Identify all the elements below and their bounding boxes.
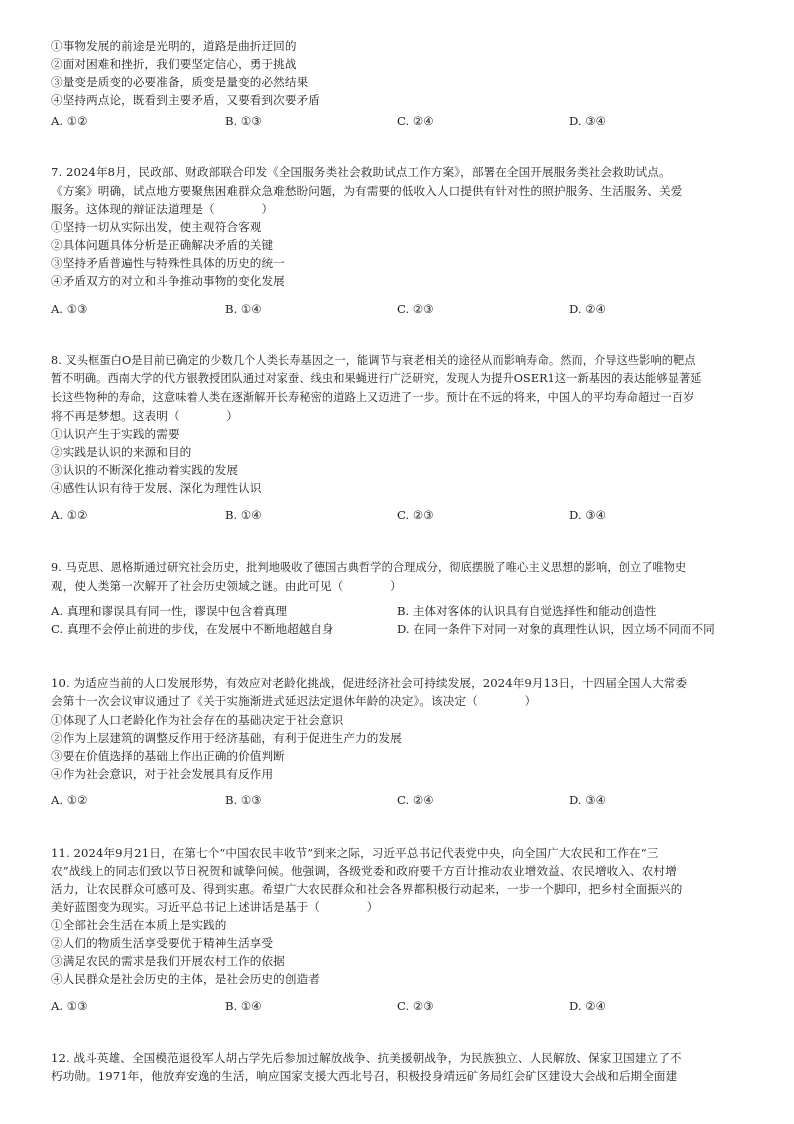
q8-statement-1: ①认识产生于实践的需要: [51, 427, 180, 441]
q11-option-b[interactable]: B. ①④: [225, 999, 262, 1013]
q8-stem-line-1: 8. 叉头框蛋白O是目前已确定的少数几个人类长寿基因之一，能调节与衰老相关的途径从而影响寿命。然而，介导这些影响的靶点: [51, 354, 696, 367]
q11-option-c[interactable]: C. ②③: [397, 999, 434, 1013]
q8-option-a[interactable]: A. ①②: [51, 508, 88, 522]
q7-option-d[interactable]: D. ②④: [569, 302, 607, 316]
q11-stem-line-4: 美好蓝图变为现实。习近平总书记上述讲话是基于（ ）: [51, 900, 379, 914]
q6-option-a[interactable]: A. ①②: [51, 114, 88, 128]
q8-stem-line-3: 长这些物种的寿命，这意味着人类在逐渐解开长寿秘密的道路上又迈进了一步。预计在不远的将来，中国人的平均寿命超过一百岁: [51, 391, 695, 404]
q7-statement-4: ④矛盾双方的对立和斗争推动事物的变化发展: [51, 274, 285, 288]
q8-statement-4: ④感性认识有待于发展、深化为理性认识: [51, 481, 262, 495]
q9-stem-line-1: 9. 马克思、恩格斯通过研究社会历史，批判地吸收了德国古典哲学的合理成分，彻底摆脱了唯心主义思想的影响，创立了唯物史: [51, 561, 687, 574]
q9-option-d[interactable]: D. 在同一条件下对同一对象的真理性认识，因立场不同而不同: [397, 622, 715, 636]
q11-stem-line-2: 农”战线上的同志们致以节日祝贺和诚挚问候。他强调，各级党委和政府要千方百计推动农业增效益、农民增收入、农村增: [51, 864, 677, 878]
q9-option-c[interactable]: C. 真理不会停止前进的步伐，在发展中不断地超越自身: [51, 622, 334, 636]
q7-option-a[interactable]: A. ①③: [51, 302, 88, 316]
q8-stem-line-4: 将不再是梦想。这表明（ ）: [51, 409, 239, 423]
q6-statement-1: ①事物发展的前途是光明的，道路是曲折迂回的: [51, 39, 297, 53]
q12-stem-line-2: 朽功勋。1971年，他放弃安逸的生活，响应国家支援大西北号召，积极投身靖远矿务局红会矿区建设大会战和后期全面建: [51, 1069, 678, 1083]
q6-option-d[interactable]: D. ③④: [569, 114, 607, 128]
q10-statement-3: ③要在价值选择的基础上作出正确的价值判断: [51, 749, 285, 763]
q8-statement-3: ③认识的不断深化推动着实践的发展: [51, 463, 239, 477]
q10-option-a[interactable]: A. ①②: [51, 793, 88, 807]
q8-option-d[interactable]: D. ③④: [569, 508, 607, 522]
q7-stem-line-1: 7. 2024年8月，民政部、财政部联合印发《全国服务类社会救助试点工作方案》，部署在全国开展服务类社会救助试点。: [51, 165, 671, 179]
q9-stem-line-2: 观，使人类第一次解开了社会历史领域之谜。由此可见（ ）: [51, 579, 402, 593]
q11-statement-1: ①全部社会生活在本质上是实践的: [51, 918, 227, 932]
q6-statement-4: ④坚持两点论，既看到主要矛盾，又要看到次要矛盾: [51, 93, 320, 107]
q10-stem-line-1: 10. 为适应当前的人口发展形势，有效应对老龄化挑战，促进经济社会可持续发展，2024年9月13日，十四届全国人大常委: [51, 676, 688, 690]
q9-option-a[interactable]: A. 真理和谬误具有同一性，谬误中包含着真理: [51, 604, 288, 618]
q10-option-c[interactable]: C. ②④: [397, 793, 434, 807]
q8-option-c[interactable]: C. ②③: [397, 508, 434, 522]
q8-option-b[interactable]: B. ①④: [225, 508, 262, 522]
q10-stem-line-2: 会第十一次会议审议通过了《关于实施渐进式延迟法定退休年龄的决定》。该决定（ ）: [51, 694, 537, 708]
q6-statement-2: ②面对困难和挫折，我们要坚定信心，勇于挑战: [51, 57, 297, 71]
q7-option-c[interactable]: C. ②③: [397, 302, 434, 316]
q10-statement-1: ①体现了人口老龄化作为社会存在的基础决定于社会意识: [51, 713, 344, 727]
q7-statement-2: ②具体问题具体分析是正确解决矛盾的关键: [51, 238, 274, 252]
q11-option-d[interactable]: D. ②④: [569, 999, 607, 1013]
q10-statement-2: ②作为上层建筑的调整反作用于经济基础，有利于促进生产力的发展: [51, 731, 402, 745]
q11-statement-2: ②人们的物质生活享受要优于精神生活享受: [51, 936, 274, 950]
q11-stem-line-1: 11. 2024年9月21日，在第七个“中国农民丰收节”到来之际，习近平总书记代表党中央，向全国广大农民和工作在“三: [51, 846, 659, 860]
q6-option-c[interactable]: C. ②④: [397, 114, 434, 128]
q7-statement-3: ③坚持矛盾普遍性与特殊性具体的历史的统一: [51, 256, 285, 270]
q10-option-d[interactable]: D. ③④: [569, 793, 607, 807]
q7-stem-line-2: 《方案》明确，试点地方要聚焦困难群众急难愁盼问题，为有需要的低收入人口提供有针对性的照护服务、生活服务、关爱: [51, 184, 683, 198]
q7-option-b[interactable]: B. ①④: [225, 302, 262, 316]
q6-statement-3: ③量变是质变的必要准备，质变是量变的必然结果: [51, 75, 309, 89]
q7-stem-line-3: 服务。这体现的辩证法道理是（ ）: [51, 202, 274, 216]
q11-option-a[interactable]: A. ①③: [51, 999, 88, 1013]
q12-stem-line-1: 12. 战斗英雄、全国模范退役军人胡占学先后参加过解放战争、抗美援朝战争，为民族独立、人民解放、保家卫国建立了不: [51, 1051, 682, 1065]
q8-statement-2: ②实践是认识的来源和目的: [51, 445, 192, 459]
q11-statement-4: ④人民群众是社会历史的主体，是社会历史的创造者: [51, 972, 320, 986]
q10-statement-4: ④作为社会意识，对于社会发展具有反作用: [51, 767, 274, 781]
q10-option-b[interactable]: B. ①③: [225, 793, 262, 807]
q9-option-b[interactable]: B. 主体对客体的认识具有自觉选择性和能动创造性: [397, 604, 657, 618]
q11-stem-line-3: 活力，让农民群众可感可及、得到实惠。希望广大农民群众和社会各界都积极行动起来，一步一个脚印，把乡村全面振兴的: [51, 882, 683, 896]
q11-statement-3: ③满足农民的需求是我们开展农村工作的依据: [51, 954, 285, 968]
q7-statement-1: ①坚持一切从实际出发，使主观符合客观: [51, 220, 262, 234]
q8-stem-line-2: 暂不明确。西南大学的代方银教授团队通过对家蚕、线虫和果蝇进行广泛研究，发现人为提升OSER1这一新基因的表达能够显著延: [51, 372, 702, 385]
q6-option-b[interactable]: B. ①③: [225, 114, 262, 128]
